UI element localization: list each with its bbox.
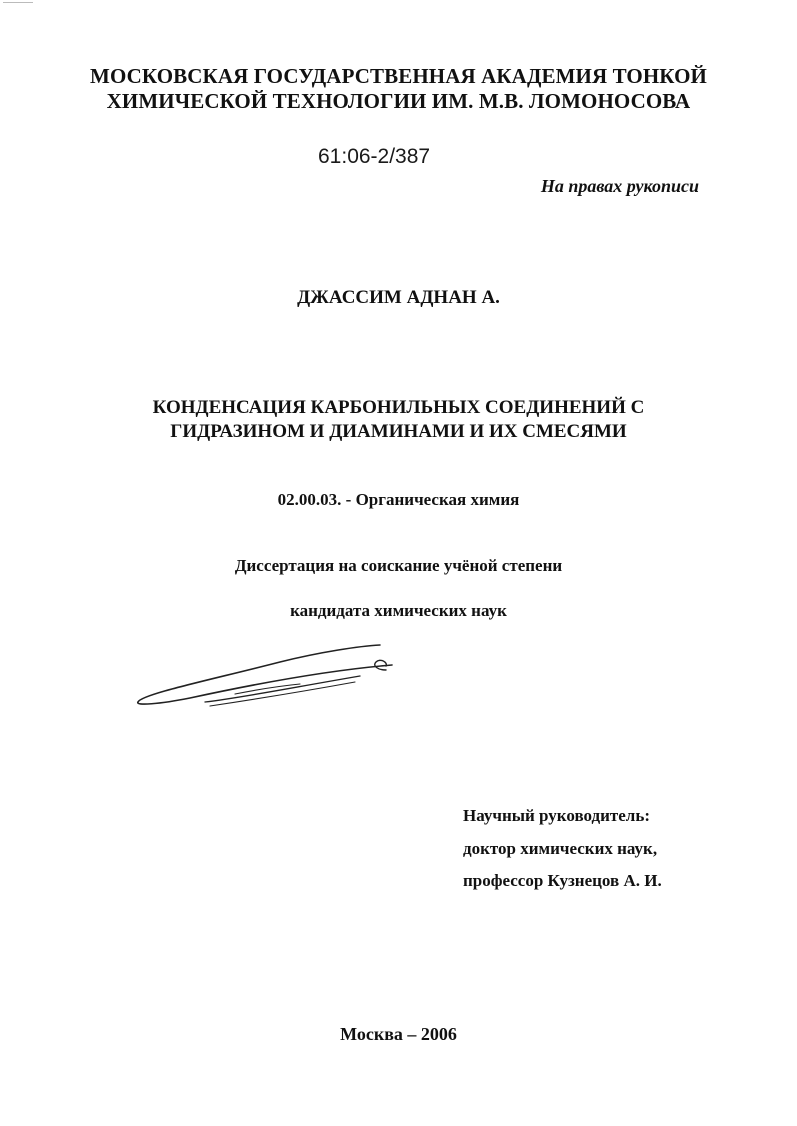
signature-icon [130, 640, 400, 720]
specialty: 02.00.03. - Органическая химия [277, 490, 520, 509]
institution-line-1: МОСКОВСКАЯ ГОСУДАРСТВЕННАЯ АКАДЕМИЯ ТОНКОЙ [90, 64, 707, 88]
title-line-2: ГИДРАЗИНОМ И ДИАМИНАМИ И ИХ СМЕСЯМИ [170, 421, 627, 442]
dissertation-line-2: кандидата химических наук [290, 601, 507, 620]
advisor-name: профессор Кузнецов А. И. [463, 871, 662, 890]
scan-artifact [3, 2, 33, 3]
institution-line-2: ХИМИЧЕСКОЙ ТЕХНОЛОГИИ ИМ. М.В. ЛОМОНОСОВА [106, 89, 691, 113]
city-year: Москва – 2006 [340, 1024, 457, 1044]
advisor-label: Научный руководитель: [463, 806, 650, 825]
rights-note: На правах рукописи [540, 176, 699, 196]
author-name: ДЖАССИМ АДНАН А. [297, 287, 500, 308]
advisor-degree: доктор химических наук, [463, 839, 658, 858]
dissertation-line-1: Диссертация на соискание учёной степени [234, 556, 563, 575]
catalog-code: 61:06-2/387 [318, 145, 431, 168]
title-line-1: КОНДЕНСАЦИЯ КАРБОНИЛЬНЫХ СОЕДИНЕНИЙ С [152, 397, 645, 418]
